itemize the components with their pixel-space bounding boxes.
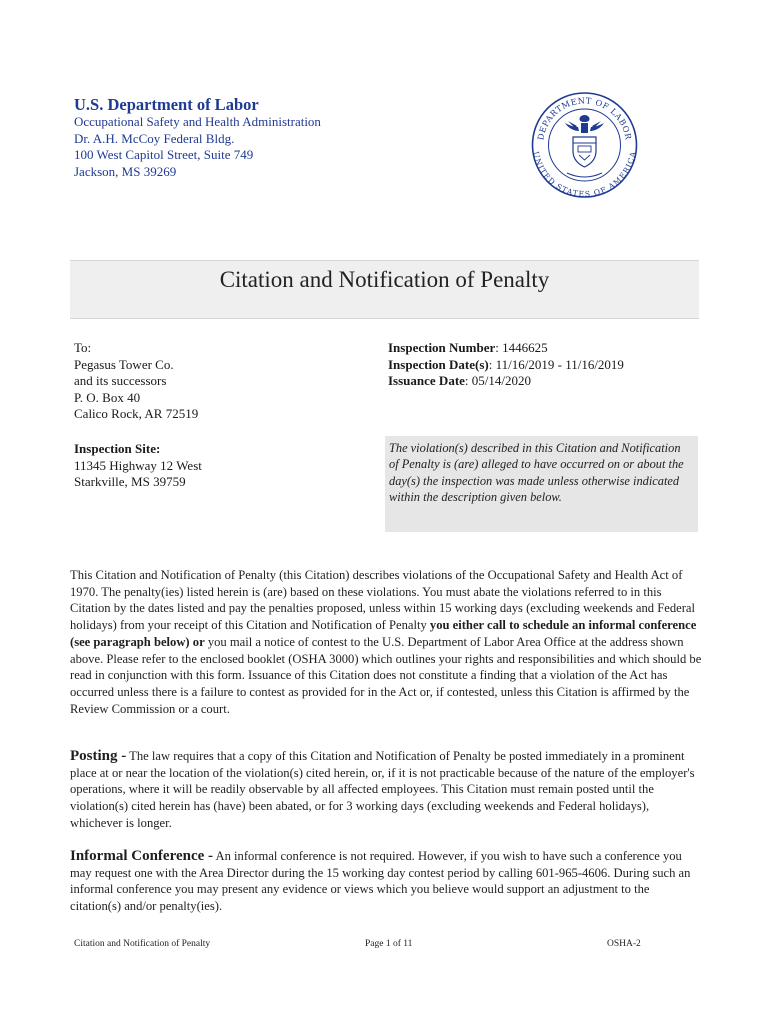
inspection-site-label: Inspection Site: bbox=[74, 441, 161, 456]
footer-document-name: Citation and Notification of Penalty bbox=[74, 939, 211, 949]
recipient-address2: Calico Rock, AR 72519 bbox=[74, 406, 199, 421]
agency-building: Dr. A.H. McCoy Federal Bldg. bbox=[74, 130, 235, 146]
posting-text: The law requires that a copy of this Citation and Notification of Penalty be posted immediately in a prominent place at or near the location of the violation(s) cited herein, or, if it is not practicable because of the nature of the employer's operations, where it will be readily observable by all affected employees. This Citation must remain posted until the violation(s) cited herein has (have) been abated, or for 3 working days (excluding weekends and Federal holidays), whichever is longer. bbox=[70, 749, 695, 830]
violation-notice-box bbox=[385, 436, 698, 532]
inspection-site-block bbox=[74, 441, 202, 491]
issuance-date: 05/14/2020 bbox=[471, 373, 532, 388]
intro-text-bold: you either call to schedule an informal conference (see paragraph below) or bbox=[70, 618, 697, 649]
inspection-dates-label: Inspection Date(s) bbox=[388, 356, 489, 372]
issuance-date-row: Issuance Date: 05/14/2020 bbox=[388, 373, 532, 388]
shield-icon bbox=[573, 137, 596, 167]
inspection-site-address2: Starkville, MS 39759 bbox=[74, 474, 186, 489]
intro-text-b: you mail a notice of contest to the U.S. Department of Labor Area Office at the address shown above. Please refer to the enclosed booklet (OSHA 3000) which outlines your rights and responsibilities and which should be read in conjunction with this form. Issuance of this Citation does not constitute a finding that a violation of the Act has occurred unless there is a failure to contest as provided for in the Act or, if contested, unless this Citation is affirmed by the Review Commission or a court. bbox=[70, 634, 702, 716]
informal-conference-text: An informal conference is not required. However, if you wish to have such a conference you may request one with the Area Director during the 15 working day contest period by calling 601-965-4606. During such an informal conference you may present any evidence or views which you believe would support an adjustment to the citation(s) and/or penalty(ies). bbox=[70, 849, 691, 914]
agency-name: U.S. Department of Labor bbox=[74, 95, 259, 114]
agency-street: 100 West Capitol Street, Suite 749 bbox=[74, 147, 254, 162]
dol-seal-icon bbox=[527, 91, 642, 199]
intro-text-a: This Citation and Notification of Penalty (this Citation) describes violations of the Occupational Safety and Health Act of 1970. The penalty(ies) listed herein is (are) based on these violations. You must abate the violations referred to in this Citation by the dates listed and pay the penalties proposed, unless within 15 working days (excluding weekends and Federal holidays) from your receipt of this Citation and Notification of Penalty bbox=[70, 568, 696, 633]
seal-upper-text: DEPARTMENT OF LABOR bbox=[535, 95, 634, 141]
recipient-block bbox=[74, 340, 198, 423]
seal-lower-text: UNITED STATES OF AMERICA bbox=[531, 150, 638, 199]
footer-page-number: Page 1 of 11 bbox=[365, 939, 413, 949]
posting-heading: Posting - bbox=[70, 748, 127, 764]
document-title: Citation and Notification of Penalty bbox=[219, 267, 550, 292]
eagle-icon bbox=[565, 115, 604, 133]
recipient-name: Pegasus Tower Co. bbox=[74, 356, 174, 372]
intro-paragraph bbox=[70, 567, 702, 717]
footer-form-id: OSHA-2 bbox=[607, 939, 641, 949]
violation-notice-text: The violation(s) described in this Citation and Notification of Penalty is (are) alleged to have occurred on or about the day(s) the inspection was made unless otherwise indicated within the description given below. bbox=[389, 441, 684, 504]
title-band bbox=[70, 260, 699, 319]
informal-conference-heading: Informal Conference - bbox=[70, 848, 214, 864]
agency-city: Jackson, MS 39269 bbox=[74, 163, 177, 179]
inspection-info bbox=[388, 340, 624, 390]
inspection-number: 1446625 bbox=[502, 340, 548, 355]
inspection-dates-row: Inspection Date(s): 11/16/2019 - 11/16/2019 bbox=[388, 356, 624, 372]
recipient-address1: P. O. Box 40 bbox=[74, 389, 141, 405]
recipient-label: To: bbox=[74, 340, 92, 355]
inspection-dates: 11/16/2019 - 11/16/2019 bbox=[495, 356, 624, 372]
issuance-date-label: Issuance Date bbox=[388, 373, 465, 388]
agency-address bbox=[74, 114, 321, 180]
recipient-line2: and its successors bbox=[74, 373, 167, 388]
inspection-number-row: Inspection Number: 1446625 bbox=[388, 340, 548, 355]
inspection-site-address1: 11345 Highway 12 West bbox=[74, 457, 202, 473]
inspection-number-label: Inspection Number bbox=[388, 340, 496, 355]
posting-paragraph bbox=[70, 748, 702, 832]
agency-office: Occupational Safety and Health Administration bbox=[74, 114, 321, 129]
informal-conference-paragraph bbox=[70, 848, 702, 915]
